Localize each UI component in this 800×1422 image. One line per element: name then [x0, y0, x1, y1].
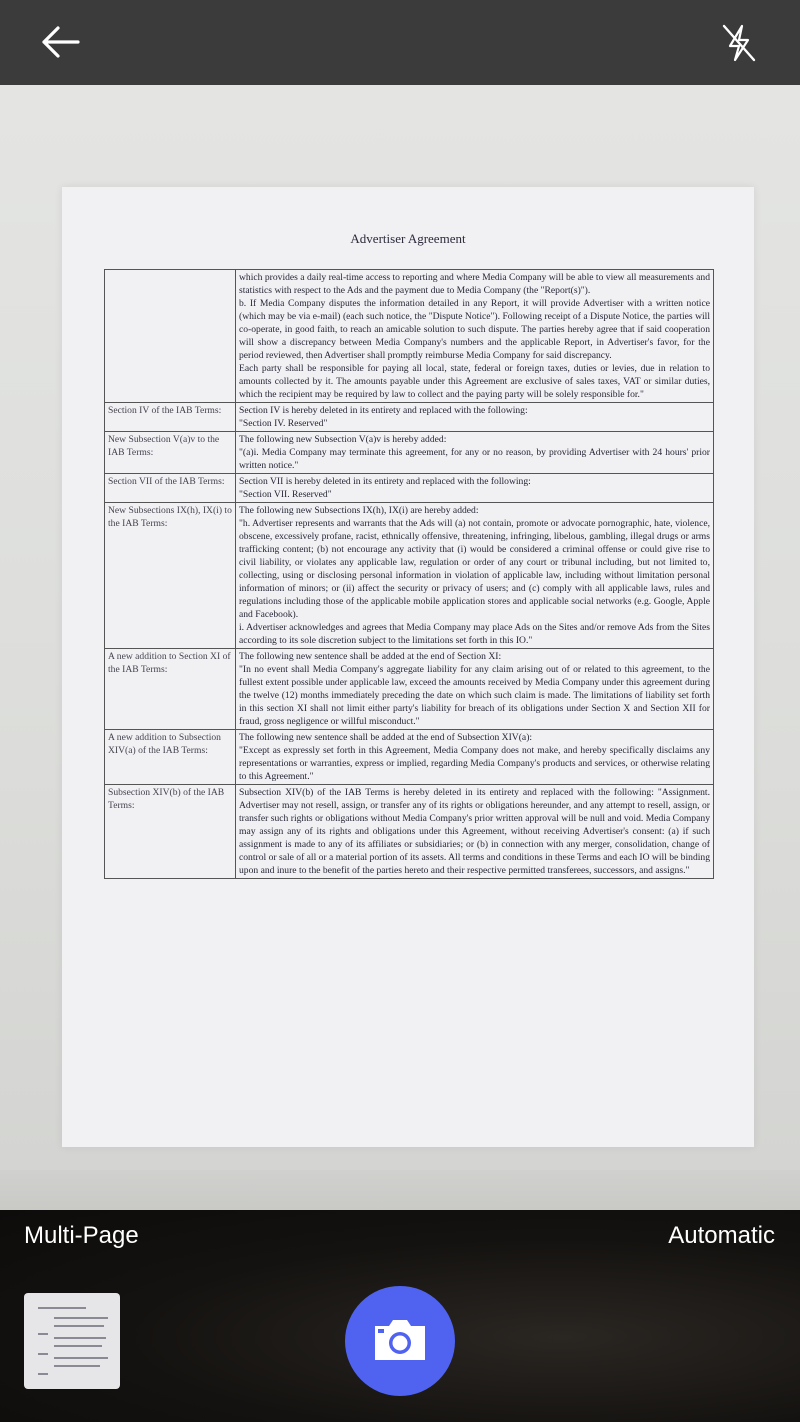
thumbnail-line — [38, 1373, 48, 1375]
agreement-section-label: New Subsection V(a)v to the IAB Terms: — [105, 432, 236, 474]
agreement-row — [105, 403, 714, 432]
agreement-row — [105, 270, 714, 403]
agreement-section-text — [236, 730, 714, 785]
document-title: Advertiser Agreement — [350, 231, 466, 246]
captured-page-thumbnail[interactable] — [24, 1293, 120, 1389]
agreement-section-text — [236, 785, 714, 879]
agreement-table — [104, 269, 714, 879]
agreement-row — [105, 432, 714, 474]
agreement-paragraph: "Section VII. Reserved" — [239, 489, 332, 500]
agreement-paragraph: "Except as expressly set forth in this Agreement, Media Company does not make, and hereby specifically disclaims any representations or warranties, express or implied, regarding Media Company's products and services, or otherwise relating to this Agreement." — [239, 745, 710, 782]
automatic-mode-button[interactable]: Automatic — [668, 1222, 775, 1249]
multi-page-mode-button[interactable]: Multi-Page — [24, 1222, 139, 1249]
agreement-paragraph: Subsection XIV(b) of the IAB Terms is hereby deleted in its entirety and replaced with the following: "Assignment. Advertiser may not resell, assign, or transfer any of its rights or obligations hereunder, and any attempt to resell, assign, or transfer such rights or obligations without Media Company's prior written approval will be null and void. Media Company may assign any of its rights and obligations under this Agreement, without receiving Advertiser's consent: (a) if such assignment is made to any of its affiliates or subsidiaries; or (b) in connection with any merger, consolidation, change of control or sale of all or a material portion of its assets. All terms and conditions in these Terms and each IO will be binding upon and inure to the benefit of the parties hereto and their respective permitted transferees, successors, and assigns." — [239, 787, 711, 876]
agreement-section-text — [236, 432, 714, 474]
agreement-section-label: A new addition to Subsection XIV(a) of the IAB Terms: — [105, 730, 236, 785]
camera-icon — [345, 1286, 455, 1396]
agreement-paragraph: Section VII is hereby deleted in its entirety and replaced with the following: — [239, 476, 531, 487]
agreement-section-label — [105, 270, 236, 403]
agreement-row — [105, 503, 714, 649]
agreement-paragraph: "h. Advertiser represents and warrants that the Ads will (a) not contain, promote or advocate pornographic, hate, violence, obscene, excessively profane, racist, ethnically offensive, threatening, infringing, libelous, gambling, illegal drugs or arms trafficking content; (b) not encourage any activity that (i) would be considered a criminal offense or could give rise to civil liability, or violates any applicable law, regulation or order of any court or tribunal including, but not limited to, collecting, using or disclosing personal information in violation of applicable law, including without limitation personal information of minors; or (ii) affect the security or privacy of users; and (c) comply with all applicable laws, rules and regulations including those of the applicable mobile application stores and applicable social networks (e.g. Google, Apple and Facebook). — [239, 518, 710, 620]
shutter-button[interactable] — [345, 1286, 455, 1396]
thumbnail-line — [54, 1337, 106, 1339]
agreement-paragraph: b. If Media Company disputes the information detailed in any Report, it will provide Advertiser with a written notice (which may be via e-mail) (each such notice, the "Dispute Notice"). Following receipt of a Dispute Notice, the parties will co-operate, in good faith, to reach an amicable solution to such dispute. The parties hereby agree that if said cooperation will show a discrepancy between Media Company's numbers and the applicable Report, in Advertiser's favor, for the period reviewed, then Advertiser shall promptly reimburse Media Company for said discrepancy. — [239, 298, 710, 361]
thumbnail-line — [54, 1345, 102, 1347]
thumbnail-line — [38, 1353, 48, 1355]
agreement-section-text — [236, 403, 714, 432]
agreement-paragraph: The following new sentence shall be added at the end of Section XI: — [239, 651, 502, 662]
camera-viewfinder — [0, 85, 800, 1210]
thumbnail-line — [54, 1365, 100, 1367]
agreement-section-label: Subsection XIV(b) of the IAB Terms: — [105, 785, 236, 879]
agreement-section-label: A new addition to Section XI of the IAB Terms: — [105, 649, 236, 730]
agreement-row — [105, 785, 714, 879]
agreement-section-text — [236, 270, 714, 403]
agreement-row — [105, 730, 714, 785]
top-toolbar — [0, 0, 800, 85]
agreement-section-label: Section IV of the IAB Terms: — [105, 403, 236, 432]
agreement-paragraph: which provides a daily real-time access to reporting and where Media Company will be able to view all measurements and statistics with respect to the Ads and the payment due to Media Company (the "Report(s)"). — [239, 272, 710, 296]
agreement-paragraph: Section IV is hereby deleted in its entirety and replaced with the following: — [239, 405, 528, 416]
arrow-left-icon — [36, 20, 86, 64]
agreement-paragraph: "Section IV. Reserved" — [239, 418, 328, 429]
agreement-paragraph: The following new sentence shall be added at the end of Subsection XIV(a): — [239, 732, 533, 743]
thumbnail-line — [54, 1357, 108, 1359]
document-paper — [62, 187, 754, 1147]
agreement-section-label: Section VII of the IAB Terms: — [105, 474, 236, 503]
agreement-row — [105, 474, 714, 503]
agreement-paragraph: The following new Subsection V(a)v is hereby added: — [239, 434, 447, 445]
thumbnail-line — [54, 1325, 104, 1327]
agreement-paragraph: i. Advertiser acknowledges and agrees that Media Company may place Ads on the Sites and/or remove Ads from the Sites according to its sole discretion subject to the limitations set forth in this IO." — [239, 622, 710, 646]
thumbnail-line — [38, 1307, 86, 1309]
agreement-section-text — [236, 474, 714, 503]
agreement-section-text — [236, 503, 714, 649]
thumbnail-line — [54, 1317, 108, 1319]
flash-toggle-button[interactable] — [714, 18, 764, 68]
flash-off-icon — [714, 18, 764, 68]
agreement-paragraph: The following new Subsections IX(h), IX(i) are hereby added: — [239, 505, 479, 516]
agreement-paragraph: "(a)i. Media Company may terminate this agreement, for any or no reason, by providing Advertiser with 24 hours' prior written notice." — [239, 447, 710, 471]
agreement-row — [105, 649, 714, 730]
agreement-paragraph: Each party shall be responsible for paying all local, state, federal or foreign taxes, duties or levies, due in relation to amounts collected by it. The amounts payable under this Agreement are exclusive of sales taxes, VAT or similar duties, which the recipient may be required by law to collect and the paying party will be solely responsible for." — [239, 363, 710, 400]
desk-surface — [0, 1170, 800, 1210]
thumbnail-line — [38, 1333, 48, 1335]
agreement-section-text — [236, 649, 714, 730]
back-button[interactable] — [36, 20, 86, 64]
agreement-section-label: New Subsections IX(h), IX(i) to the IAB Terms: — [105, 503, 236, 649]
agreement-paragraph: "In no event shall Media Company's aggregate liability for any claim arising out of or related to this agreement, to the fullest extent possible under applicable law, exceed the amounts received by Media Company under this agreement during the twelve (12) months immediately preceding the date on which such claim is made. The limitations of liability set forth in this section XI shall not limit either party's liability for breach of its obligations under Section X and Section XII for fraud, gross negligence or willful misconduct." — [239, 664, 710, 727]
